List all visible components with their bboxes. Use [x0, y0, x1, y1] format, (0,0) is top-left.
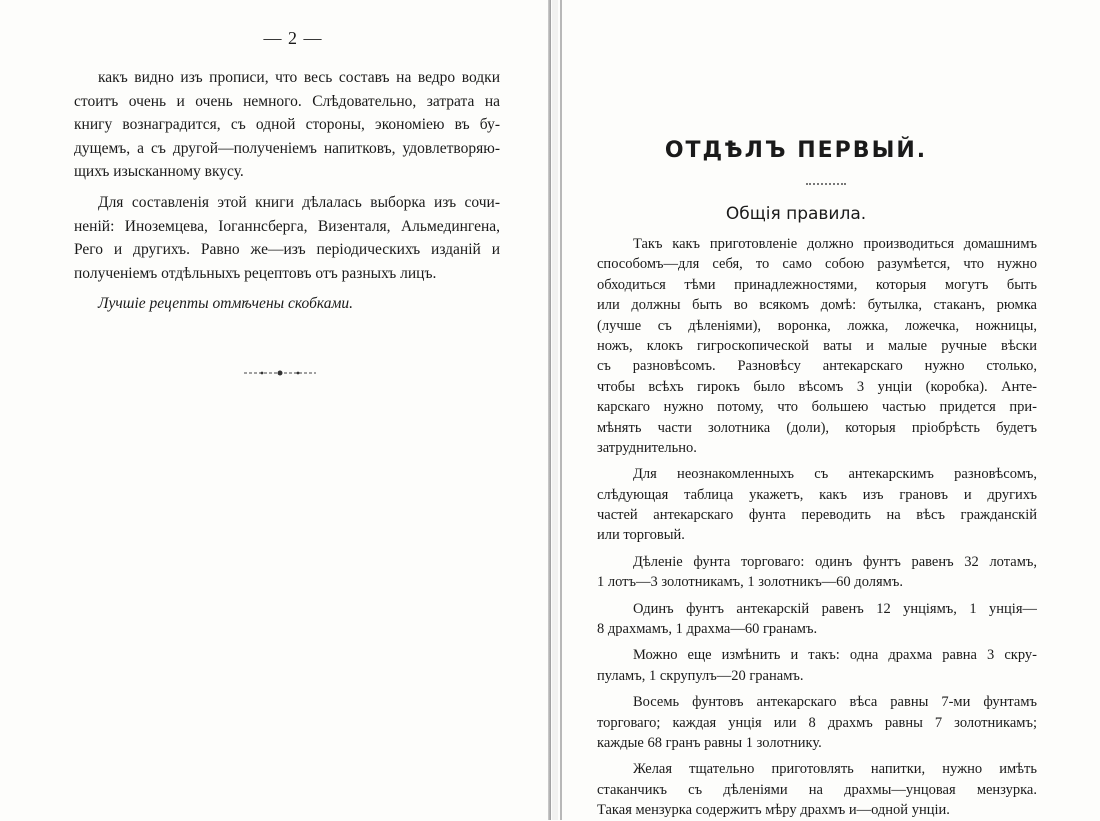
text-line: Для составленія этой книги дѣлалась выборка изъ сочи- [98, 193, 500, 211]
text-line: 1 лотъ—3 золотникамъ, 1 золотникъ—60 долямъ. [597, 574, 903, 591]
title-divider [806, 183, 846, 187]
left-page-body [74, 66, 500, 316]
text-line: карскаго нужно потому, что большею частью придется при- [597, 399, 1037, 416]
text-line: Рего и другихъ. Равно же—изъ періодическихъ изданій и [74, 241, 500, 259]
text-line: затруднительно. [597, 439, 697, 456]
text-line: Дѣленіе фунта торговаго: одинъ фунтъ равенъ 32 лотамъ, [633, 553, 1037, 570]
text-line: Восемь фунтовъ антекарскаго вѣса равны 7-ми фунтамъ [633, 694, 1037, 711]
text-line: Можно еще измѣнить и такъ: одна драхма равна 3 скру- [633, 647, 1037, 664]
paragraph-gap [74, 285, 500, 292]
section-title: ОТДѢЛЪ ПЕРВЫЙ. [664, 138, 928, 163]
text-line: 8 драхмамъ, 1 драхма—60 гранамъ. [597, 621, 818, 638]
text-line: Для неознакомленныхъ съ антекарскимъ разновѣсомъ, [633, 466, 1037, 483]
text-line: съ разновѣсомъ. Разновѣсу антекарскаго нужно столько, [597, 358, 1037, 375]
text-line: или должны быть во всякомъ домѣ: бутылка, стаканъ, рюмка [597, 297, 1037, 314]
text-line: стаканчикъ съ дѣленіями на драхмы—унцовая мензурка. [597, 781, 1037, 798]
text-line: ножъ, клокъ гигроскопической ваты и малые ручные вѣски [597, 337, 1037, 354]
text-line: Такъ какъ приготовленіе должно производиться домашнимъ [633, 236, 1037, 252]
text-line: дущемъ, а съ другой—полученіемъ напитковъ, удовлетворяю- [74, 139, 500, 157]
text-line: или торговый. [597, 527, 685, 544]
text-line: какъ видно изъ прописи, что весь составъ на ведро водки [98, 69, 500, 86]
right-page-body [597, 234, 1037, 821]
text-line: каждые 68 гранъ равны 1 золотнику. [597, 734, 822, 751]
text-line: щихъ изысканному вкусу. [74, 163, 244, 181]
text-line: (лучше съ дѣленіями), воронка, ложка, ложечка, ножницы, [597, 317, 1037, 334]
left-page [0, 0, 548, 820]
text-line: мѣнять части золотника (доли), которыя пріобрѣсть будетъ [597, 419, 1037, 436]
text-line: способомъ—для себя, то само собою разумѣется, что нужно [597, 256, 1037, 273]
text-line: книгу вознаградится, съ одной стороны, экономіею въ бу- [74, 116, 500, 134]
section-subtitle: Общія правила. [725, 204, 867, 224]
text-line: полученіемъ отдѣльныхъ рецептовъ отъ разныхъ лицъ. [74, 264, 437, 282]
text-line: частей антекарскаго фунта переводить на вѣсъ гражданскій [597, 507, 1037, 524]
text-line: торговаго; каждая унція или 8 драхмъ равны 7 золотникамъ; [597, 714, 1037, 731]
text-line: стоитъ очень и очень немного. Слѣдовательно, затрата на [74, 92, 500, 110]
ornament-divider [240, 368, 320, 378]
text-line: неній: Иноземцева, Іоганнсберга, Визенталя, Альмедингена, [74, 217, 500, 235]
text-line: слѣдующая таблица укажетъ, какъ изъ грановъ и другихъ [597, 486, 1037, 503]
text-line: Одинъ фунтъ антекарскій равенъ 12 унціямъ, 1 унція— [633, 600, 1037, 617]
text-line: обходиться тѣми принадлежностями, которыя могутъ быть [597, 276, 1037, 293]
text-line: Такая мензурка содержитъ мѣру драхмъ и—одной унціи. [597, 802, 950, 819]
paragraph-gap [74, 184, 500, 191]
text-line: Желая тщательно приготовлять напитки, нужно имѣть [633, 761, 1037, 778]
book-gutter [552, 0, 558, 820]
page-number: — 2 — [263, 28, 323, 48]
italic-note-line: Лучшіе рецепты отмѣчены скобками. [98, 295, 354, 313]
text-line: чтобы всѣхъ гирокъ было вѣсомъ 3 унціи (коробка). Анте- [597, 378, 1037, 395]
book-gutter-shadow [548, 0, 551, 820]
text-line: пуламъ, 1 скрупулъ—20 гранамъ. [597, 667, 804, 684]
